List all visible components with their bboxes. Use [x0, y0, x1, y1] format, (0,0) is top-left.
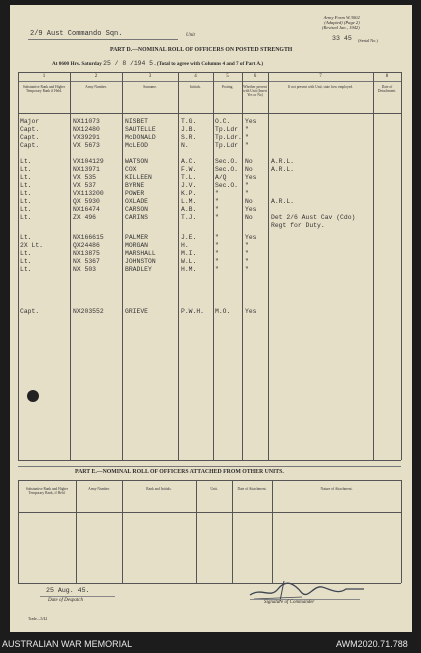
cell-surname: WATSON: [125, 158, 149, 165]
cell-army-number: VX104129: [73, 158, 104, 165]
cell-rank: Lt.: [20, 198, 32, 205]
table-e-column-line: [272, 480, 273, 583]
cell-rank: Lt.: [20, 174, 32, 181]
cell-army-number: NX13875: [73, 250, 100, 257]
caption-bar: [0, 638, 421, 653]
column-number: 7: [319, 74, 322, 79]
cell-present: No: [245, 198, 253, 205]
cell-initials: W.L.: [181, 258, 197, 265]
cell-initials: T.J.: [181, 214, 197, 221]
cell-army-number: VX 537: [73, 182, 97, 189]
table-d-numrow-rule: [18, 81, 401, 82]
cell-army-number: NX13971: [73, 166, 100, 173]
part-e-header-unit: Unit.: [210, 487, 218, 491]
table-d-column-line: [242, 72, 243, 460]
table-d-bottom-rule: [18, 460, 401, 461]
cell-surname: CARSON: [125, 206, 149, 213]
cell-posting: ": [215, 214, 219, 221]
part-d-subtitle-end: . (Total to agree with Columns 4 and 7 of Part A.): [154, 61, 264, 67]
cell-army-number: NX203552: [73, 308, 104, 315]
part-d-title: PART D.—NOMINAL ROLL OF OFFICERS ON POSTED STRENGTH: [110, 47, 293, 53]
table-d-column-line: [70, 72, 71, 460]
cell-initials: T.L.: [181, 174, 197, 181]
table-e-column-line: [401, 480, 402, 583]
cell-rank: Capt.: [20, 308, 40, 315]
cell-surname: McDONALD: [125, 134, 156, 141]
despatch-date: 25 Aug. 45.: [46, 587, 90, 594]
table-d-header-rule: [18, 113, 401, 114]
table-d-column-line: [268, 72, 269, 460]
cell-surname: POWER: [125, 190, 145, 197]
column-number: 2: [94, 74, 98, 79]
cell-posting: Tp.Ldr.: [215, 134, 242, 141]
cell-surname: JOHNSTON: [125, 258, 156, 265]
column-header-surname: Surname.: [143, 85, 157, 89]
cell-surname: KILLEEN: [125, 174, 152, 181]
cell-rank: Lt.: [20, 182, 32, 189]
part-e-header-rank-initials: Rank and Initials.: [146, 487, 172, 491]
cell-rank: Lt.: [20, 214, 32, 221]
cell-rank: Capt.: [20, 134, 40, 141]
cell-present: ": [245, 182, 249, 189]
column-header-initials: Initials.: [190, 85, 201, 89]
cell-rank: Major: [20, 118, 40, 125]
signature-label: Signature of Commander: [264, 600, 315, 605]
cell-employment: A.R.L.: [271, 198, 295, 205]
part-e-header-attachment-date: Date of Attachment.: [237, 487, 267, 491]
despatch-underline: [40, 596, 115, 597]
cell-posting: A/Q: [215, 174, 227, 181]
print-code: Trade—5/42: [28, 617, 48, 621]
table-e-column-line: [196, 480, 197, 583]
cell-initials: J.E.: [181, 234, 197, 241]
cell-initials: H.: [181, 242, 189, 249]
cell-posting: Tp.Ldr: [215, 142, 239, 149]
form-reference-line3: (Revised Jan., 1942): [322, 25, 360, 31]
cell-initials: K.P.: [181, 190, 197, 197]
cell-present: ": [245, 242, 249, 249]
cell-present: ": [245, 142, 249, 149]
cell-army-number: VX113200: [73, 190, 104, 197]
cell-rank: Capt.: [20, 142, 40, 149]
cell-rank: Lt.: [20, 206, 32, 213]
unit-underline: [28, 39, 178, 40]
cell-present: ": [245, 126, 249, 133]
cell-surname: GRIEVE: [125, 308, 149, 315]
cell-posting: Sec.O.: [215, 182, 239, 189]
table-e-column-line: [122, 480, 123, 583]
cell-surname: NISBET: [125, 118, 149, 125]
cell-employment: Regt for Duty.: [271, 222, 325, 229]
form-page: [10, 5, 412, 632]
cell-army-number: NX12480: [73, 126, 100, 133]
part-e-header-rank: Substantive Rank and Higher Temporary Rank, if Held.: [25, 487, 69, 496]
cell-initials: F.W.: [181, 166, 197, 173]
cell-posting: M.O.: [215, 308, 231, 315]
table-d-column-line: [18, 72, 19, 460]
cell-army-number: NX11073: [73, 118, 100, 125]
table-d-column-line: [373, 72, 374, 460]
cell-employment: Det 2/6 Aust Cav (Cdo): [271, 214, 356, 221]
part-e-header-attachment-nature: Nature of Attachment.: [320, 487, 353, 491]
column-number: 4: [194, 74, 197, 79]
cell-surname: BYRNE: [125, 182, 145, 189]
table-d-column-line: [122, 72, 123, 460]
table-d-column-line: [178, 72, 179, 460]
cell-surname: MORGAN: [125, 242, 149, 249]
cell-employment: A.R.L.: [271, 158, 295, 165]
cell-army-number: NX166615: [73, 234, 104, 241]
cell-posting: ": [215, 198, 219, 205]
column-header-employment: If not present with Unit, state how employed.: [287, 85, 354, 89]
column-number: 8: [385, 74, 389, 79]
cell-army-number: QX 5930: [73, 198, 100, 205]
cell-surname: MARSHALL: [125, 250, 156, 257]
cell-posting: ": [215, 266, 219, 273]
column-header-army-number: Army Number.: [85, 85, 107, 89]
cell-posting: ": [215, 206, 219, 213]
cell-present: Yes: [245, 206, 257, 213]
cell-rank: Lt.: [20, 190, 32, 197]
cell-posting: Tp.Ldr: [215, 126, 239, 133]
form-reference: [322, 15, 360, 31]
cell-surname: McLEOD: [125, 142, 149, 149]
cell-army-number: NX 5367: [73, 258, 100, 265]
column-number: 5: [226, 74, 229, 79]
cell-rank: Lt.: [20, 266, 32, 273]
punch-hole: [27, 390, 39, 402]
cell-present: No: [245, 158, 253, 165]
cell-posting: Sec.O.: [215, 158, 239, 165]
cell-present: No: [245, 214, 253, 221]
cell-initials: M.I.: [181, 250, 197, 257]
cell-army-number: ZX 496: [73, 214, 97, 221]
column-header-rank: Substantive Rank and Higher Temporary Rank if Held.: [22, 85, 66, 94]
part-e-header-army-number: Army Number.: [88, 487, 110, 491]
cell-surname: COX: [125, 166, 137, 173]
cell-rank: Capt.: [20, 126, 40, 133]
cell-rank: Lt.: [20, 250, 32, 257]
column-number: 1: [42, 74, 46, 79]
form-reference-line1: Army Form W.3002: [323, 15, 360, 20]
serial-value: 33 45: [332, 35, 352, 42]
part-d-subtitle-start: At 0600 Hrs. Saturday: [52, 61, 102, 67]
cell-present: ": [245, 134, 249, 141]
table-e-column-line: [76, 480, 77, 583]
cell-rank: Lt.: [20, 234, 32, 241]
cell-present: ": [245, 250, 249, 257]
table-d-column-line: [401, 72, 402, 460]
cell-rank: Lt.: [20, 166, 32, 173]
unit-value: 2/9 Aust Commando Sqn.: [30, 30, 123, 38]
column-number: 6: [253, 74, 257, 79]
cell-initials: A.B.: [181, 206, 197, 213]
cell-initials: A.C.: [181, 158, 197, 165]
cell-initials: N.: [181, 142, 189, 149]
cell-initials: L.M.: [181, 198, 197, 205]
cell-surname: PALMER: [125, 234, 149, 241]
cell-rank: Lt.: [20, 158, 32, 165]
caption-right: AWM2020.71.788: [336, 639, 408, 649]
cell-present: ": [245, 258, 249, 265]
form-reference-line2: (Adapted) (Page 2): [324, 20, 360, 26]
part-e-title: PART E.—NOMINAL ROLL OF OFFICERS ATTACHED FROM OTHER UNITS.: [75, 469, 284, 475]
part-e-top-rule: [18, 466, 401, 467]
cell-rank: Lt.: [20, 258, 32, 265]
cell-initials: H.M.: [181, 266, 197, 273]
cell-present: ": [245, 190, 249, 197]
caption-left: AUSTRALIAN WAR MEMORIAL: [2, 639, 133, 649]
cell-initials: S.R.: [181, 134, 197, 141]
cell-posting: Sec.O.: [215, 166, 239, 173]
cell-posting: ": [215, 258, 219, 265]
cell-posting: ": [215, 242, 219, 249]
table-d-column-line: [213, 72, 214, 460]
table-e-column-line: [18, 480, 19, 583]
cell-army-number: NX 503: [73, 266, 97, 273]
cell-rank: 2X Lt.: [20, 242, 44, 249]
cell-posting: ": [215, 190, 219, 197]
cell-army-number: QX24486: [73, 242, 100, 249]
unit-label: Unit: [186, 33, 195, 38]
cell-initials: J.V.: [181, 182, 197, 189]
cell-present: Yes: [245, 118, 257, 125]
column-header-detachment-date: Date of Detachment.: [377, 85, 397, 94]
cell-present: Yes: [245, 308, 257, 315]
cell-surname: SAUTELLE: [125, 126, 156, 133]
roll-date: 25 / 8 /194 5: [103, 60, 154, 67]
part-d-subtitle: [52, 60, 263, 67]
cell-employment: A.R.L.: [271, 166, 295, 173]
cell-posting: ": [215, 250, 219, 257]
serial-label: (Serial No.): [358, 38, 378, 43]
cell-surname: CARINS: [125, 214, 149, 221]
despatch-label: Date of Despatch: [48, 598, 83, 603]
cell-present: Yes: [245, 174, 257, 181]
cell-initials: J.B.: [181, 126, 197, 133]
column-header-posting: Posting.: [221, 85, 234, 89]
cell-present: No: [245, 166, 253, 173]
cell-army-number: NX16474: [73, 206, 100, 213]
cell-present: ": [245, 266, 249, 273]
cell-present: Yes: [245, 234, 257, 241]
cell-posting: ": [215, 234, 219, 241]
table-e-column-line: [232, 480, 233, 583]
cell-posting: O.C.: [215, 118, 231, 125]
cell-initials: P.W.H.: [181, 308, 205, 315]
column-header-present: Whether present with Unit (Insert Yes or No): [243, 85, 267, 98]
cell-surname: BRADLEY: [125, 266, 152, 273]
cell-army-number: VX 5673: [73, 142, 100, 149]
cell-initials: T.G.: [181, 118, 197, 125]
column-number: 3: [148, 74, 152, 79]
cell-army-number: VX 535: [73, 174, 97, 181]
cell-surname: OXLADE: [125, 198, 149, 205]
table-d-top-rule: [18, 72, 401, 73]
cell-army-number: VX39291: [73, 134, 100, 141]
